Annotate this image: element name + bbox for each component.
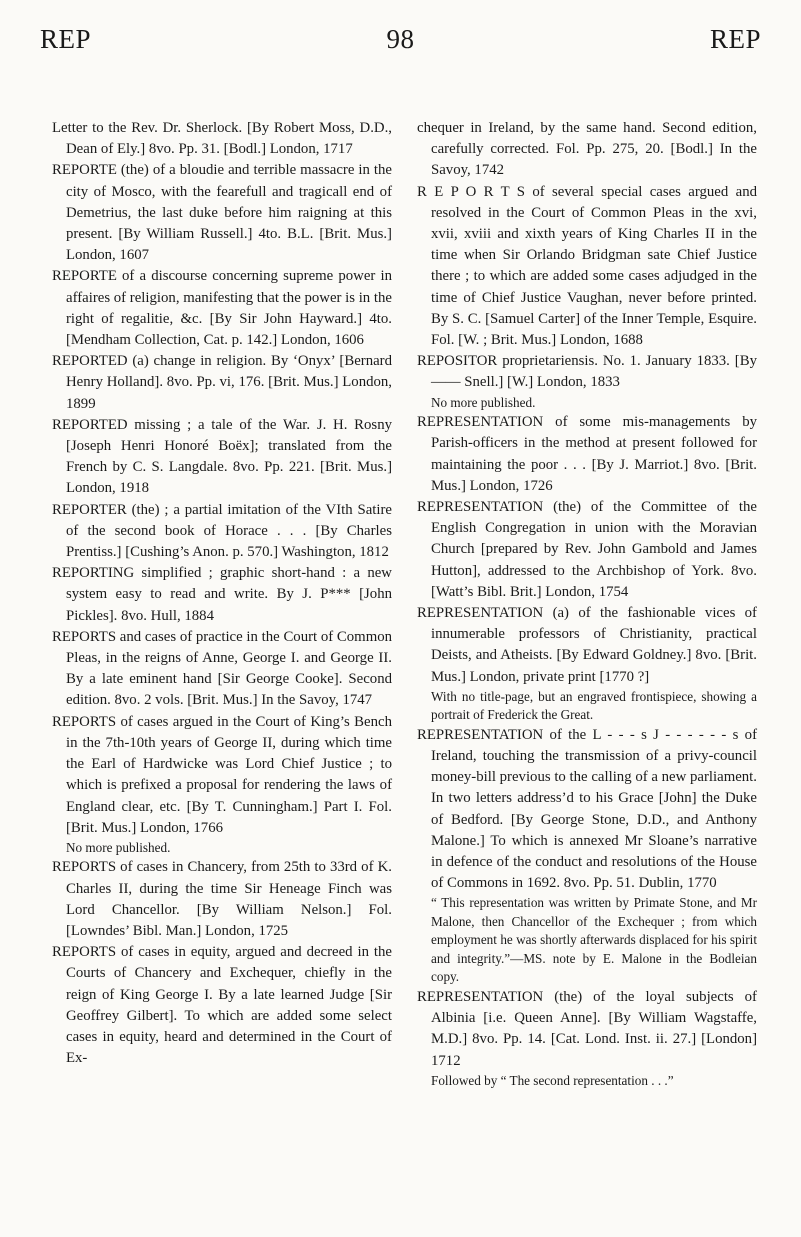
entry-note: Followed by “ The second representation . . .”	[431, 1072, 674, 1088]
bibliography-entry: REPORTING simplified ; graphic short-hand : a new system easy to read and write. By J. P*** [John Pickles]. 8vo. Hull, 1884	[52, 565, 392, 624]
bibliography-entry: REPORTE of a discourse concerning supreme power in affaires of religion, manifesting that the power is in the right of regalitie, &c. [By Sir John Hayward.] 4to. [Mendham Collection, Cat. p. 142.] London, 1606	[52, 268, 392, 349]
bibliography-entry: chequer in Ireland, by the same hand. Second edition, carefully corrected. Fol. Pp. 275, 20. [Bodl.] In the Savoy, 1742	[417, 120, 757, 179]
bibliography-entry: REPORTS of cases in equity, argued and decreed in the Courts of Chancery and Exchequer, chiefly in the reign of King George I. By a late learned Judge [Sir Geoffrey Gilbert]. To which are added some select cases in equity, heard and determined in the Court of Ex-	[52, 944, 392, 1067]
bibliography-entry: REPORTE (the) of a bloudie and terrible massacre in the city of Mosco, with the fearefull and tragicall end of Demetrius, the last duke before him raigning at this present. [By William Russell.] 4to. B.L. [Brit. Mus.] London, 1607	[52, 162, 392, 264]
left-column	[52, 118, 392, 1069]
bibliography-entry: REPORTER (the) ; a partial imitation of the VIth Satire of the second book of Horace . . . [By Charles Prentiss.] [Cushing’s Anon. p. 570.] Washington, 1812	[52, 501, 392, 561]
right-column	[417, 118, 757, 1090]
bibliography-entry: REPRESENTATION of some mis-managements by Parish-officers in the method at present followed for maintaining the poor . . . [By J. Marriot.] 8vo. [Brit. Mus.] London, 1726	[417, 414, 757, 494]
bibliography-entry: REPRESENTATION (the) of the Committee of the English Congregation in union with the Moravian Church [prepared by Rev. John Gambold and James Hutton], addressed to the Archbishop of York. 8vo. [Watt’s Bibl. Brit.] London, 1754	[417, 498, 757, 600]
page-header	[40, 24, 761, 64]
bibliography-entry: REPORTS of cases in Chancery, from 25th to 33rd of K. Charles II, during the time Sir Heneage Finch was Lord Chancellor. [By William Nelson.] Fol. [Lowndes’ Bibl. Man.] London, 1725	[52, 859, 392, 940]
page-number: 98	[386, 24, 415, 54]
bibliography-entry: REPORTED missing ; a tale of the War. J. H. Rosny [Joseph Henri Honoré Boëx]; translated from the French by C. S. Langdale. 8vo. Pp. 221. [Brit. Mus.] London, 1918	[52, 416, 392, 497]
bibliography-entry: REPORTS and cases of practice in the Court of Common Pleas, in the reigns of Anne, George I. and George II. By a late eminent hand [Sir George Cooke]. Second edition. 8vo. 2 vols. [Brit. Mus.] In the Savoy, 1747	[52, 628, 392, 709]
entry-note: No more published.	[66, 839, 171, 855]
entry-note: “ This representation was written by Primate Stone, and Mr Malone, then Chancellor of the Exchequer ; from which employment he was shortly afterwards displaced for his spirit and integrity.”—MS. note by E. Malone in the Bodleian copy.	[431, 895, 757, 985]
bibliography-entry: R E P O R T S of several special cases argued and resolved in the Court of Common Pleas in the xvi, xvii, xviii and xixth years of King Charles II in the time when Sir Orlando Bridgman sate Chief Justice there ; to which are added some cases adjudged in the time of Chief Justice Vaughan, never before printed. By S. C. [Samuel Carter] of the Inner Temple, Esquire. Fol. [W. ; Brit. Mus.] London, 1688	[417, 183, 757, 349]
bibliography-entry: REPORTED (a) change in religion. By ‘Onyx’ [Bernard Henry Holland]. 8vo. Pp. vi, 176. [Brit. Mus.] London, 1899	[52, 353, 392, 412]
running-head-left: REP	[40, 24, 92, 54]
bibliography-entry: REPRESENTATION (a) of the fashionable vices of innumerable professors of Christianity, practical Deists, and Atheists. [By Edward Goldney.] 8vo. [Brit. Mus.] London, private print [1770 ?]	[417, 604, 757, 685]
bibliography-entry: REPRESENTATION of the L - - - s J - - - - - - s of Ireland, touching the transmission of a privy-council money-bill previous to the calling of a new parliament. In two letters address’d to his Grace [John] the Duke of Bedford. [By George Stone, D.D., and Anthony Malone.] To which is annexed Mr Sloane’s narrative in defence of the conduct and resolutions of the House of Commons in 1692. 8vo. Pp. 51. Dublin, 1770	[417, 726, 757, 892]
bibliography-entry: REPRESENTATION (the) of the loyal subjects of Albinia [i.e. Queen Anne]. [By William Wagstaffe, M.D.] 8vo. Pp. 14. [Cat. Lond. Inst. ii. 27.] [London] 1712	[417, 988, 757, 1069]
bibliography-entry: REPOSITOR proprietariensis. No. 1. January 1833. [By —— Snell.] [W.] London, 1833	[417, 353, 757, 391]
running-head-right: REP	[709, 24, 761, 54]
bibliography-entry: REPORTS of cases argued in the Court of King’s Bench in the 7th-10th years of George II, during which time the Earl of Hardwicke was Lord Chief Justice ; to which is prefixed a proposal for rendering the laws of England clear, etc. [By T. Cunningham.] Part I. Fol. [Brit. Mus.] London, 1766	[52, 713, 392, 836]
bibliography-entry: Letter to the Rev. Dr. Sherlock. [By Robert Moss, D.D., Dean of Ely.] 8vo. Pp. 31. [Bodl.] London, 1717	[52, 120, 392, 158]
entry-note: No more published.	[431, 394, 536, 410]
entry-note: With no title-page, but an engraved frontispiece, showing a portrait of Frederick the Great.	[431, 688, 757, 723]
